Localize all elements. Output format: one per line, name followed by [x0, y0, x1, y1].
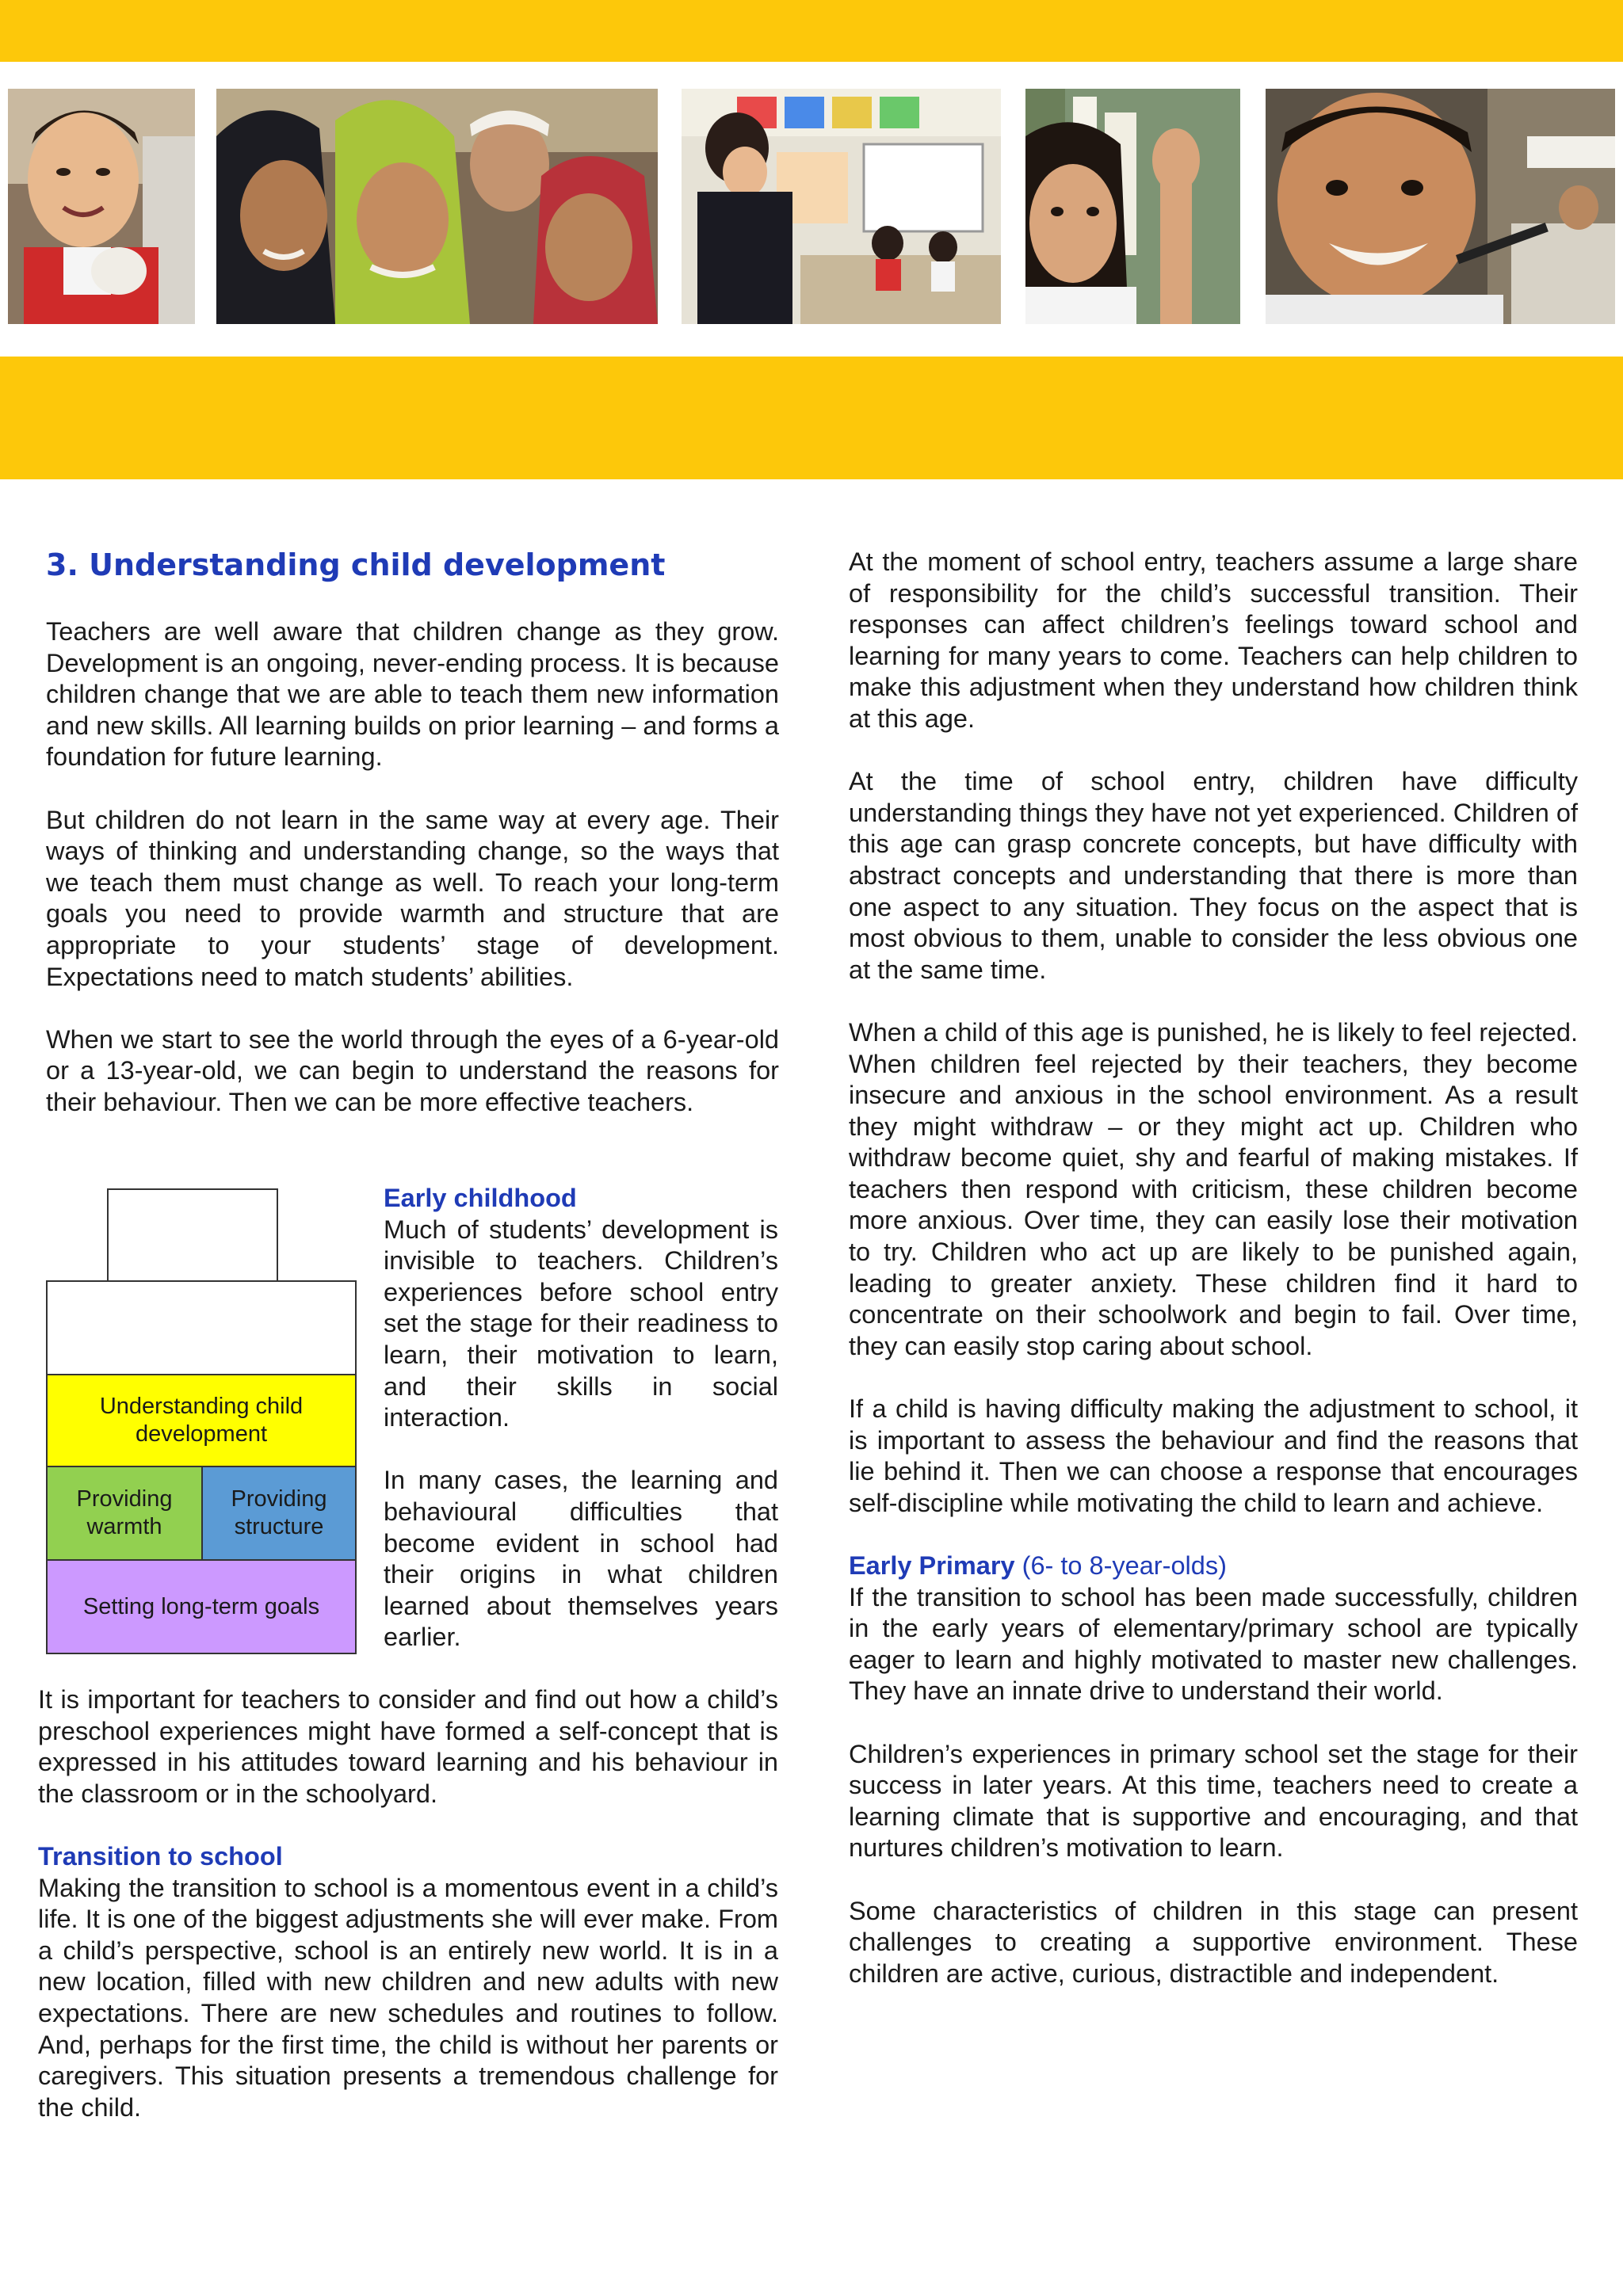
right-paragraph-2: At the time of school entry, children have difficulty understanding things they have not yet experienced. Children of this age can grasp concrete concepts, but have difficulty with abstract concepts and understanding that there is more than one aspect to any situation. They focus on the aspect that is most obvious to them, unable to consider the less obvious one at the same time. [849, 767, 1578, 984]
right-paragraph-1: At the moment of school entry, teachers assume a large share of responsibility for the child’s successful transition. Their responses can affect children’s feelings toward school and learning for many years to come. Teachers can help children to make this adjustment when they understand how children think at this age. [849, 547, 1578, 733]
pyramid-upper-block [46, 1280, 357, 1375]
early-childhood-paragraph-2: In many cases, the learning and behavioural difficulties that become evident in school had their origins in what children learned about themselves years earlier. [384, 1466, 778, 1652]
early-primary-heading: Early Primary [849, 1551, 1015, 1580]
pyramid-goals-block: Setting long-term goals [46, 1559, 357, 1654]
photo-boy-drinking [8, 89, 195, 324]
title-banner [0, 357, 1623, 479]
left-lower-section [38, 1684, 778, 2155]
pyramid-top-block [107, 1188, 278, 1282]
early-childhood-section [384, 1183, 778, 1685]
left-paragraph-1: Teachers are well aware that children change as they grow. Development is an ongoing, never-ending process. It is because children change that we are able to teach them new information and new skills. All learning builds on prior learning – and forms a foundation for future learning. [46, 617, 779, 772]
right-column [849, 547, 1578, 2021]
pyramid-warmth-block: Providing warmth [46, 1466, 203, 1561]
development-pyramid [46, 1188, 357, 1654]
right-paragraph-6: Some characteristics of children in this stage can present challenges to creating a supportive environment. These children are active, curious, distractible and independent. [849, 1896, 1578, 1988]
early-primary-heading-line [849, 1550, 1578, 1582]
transition-paragraph: Making the transition to school is a momentous event in a child’s life. It is one of the biggest adjustments she will ever make. From a child’s perspective, school is an entirely new world. It is in a new location, filled with new children and new adults with new expectations. There are new schedules and routines to follow. And, perhaps for the first time, the child is without her parents or caregivers. This situation presents a tremendous challenge for the child. [38, 1873, 778, 2122]
early-childhood-paragraph-1: Much of students’ development is invisible to teachers. Children’s experiences before school entry set the stage for their readiness to learn, their motivation to learn, and their skills in social interaction. [384, 1215, 778, 1432]
pyramid-structure-block: Providing structure [201, 1466, 357, 1561]
section-title: 3. Understanding child development [46, 547, 666, 582]
photo-classroom-teacher [682, 89, 1001, 324]
left-paragraph-4: It is important for teachers to consider and find out how a child’s preschool experiences might have formed a self-concept that is expressed in his attitudes toward learning and his behaviour in the classroom or in the schoolyard. [38, 1685, 778, 1808]
left-column [46, 547, 779, 1150]
early-primary-paragraph: If the transition to school has been made successfully, children in the early years of elementary/primary school are typically eager to learn and highly motivated to master new challenges. They have an innate drive to understand their world. [849, 1582, 1578, 1706]
early-primary-age-note: (6- to 8-year-olds) [1014, 1551, 1227, 1580]
right-paragraph-3: When a child of this age is punished, he is likely to feel rejected. When children feel rejected by their teachers, they become insecure and anxious in the school environment. As a result they might withdraw – or they might act up. Children who withdraw become quiet, shy and fearful of making mistakes. If teachers then respond with criticism, these children become more anxious. Over time, they can easily lose their motivation to try. Children who act up are likely to be punished again, leading to greater anxiety. These children find it hard to concentrate on their schoolwork and begin to fail. Over time, they can easily stop caring about school. [849, 1017, 1578, 1360]
early-childhood-heading: Early childhood [384, 1184, 577, 1212]
photo-girls-headscarves [216, 89, 658, 324]
photo-girl-writing [1025, 89, 1240, 324]
top-banner [0, 0, 1623, 62]
photo-smiling-boy [1266, 89, 1615, 324]
pyramid-understanding-block: Understanding child development [46, 1374, 357, 1467]
right-paragraph-5: Children’s experiences in primary school set the stage for their success in later years. At this time, teachers need to create a learning climate that is supportive and encouraging, and that nurtures children’s motivation to learn. [849, 1739, 1578, 1863]
transition-heading: Transition to school [38, 1841, 283, 1871]
right-paragraph-4: If a child is having difficulty making the adjustment to school, it is important to assess the behaviour and find the reasons that lie behind it. Then we can choose a response that encourages self-discipline while motivating the child to learn and achieve. [849, 1394, 1578, 1517]
left-paragraph-2: But children do not learn in the same way at every age. Their ways of thinking and understanding change, so the ways that we teach them must change as well. To reach your long-term goals you need to provide warmth and structure that are appropriate to your students’ stage of development. Expectations need to match students’ abilities. [46, 805, 779, 991]
left-paragraph-3: When we start to see the world through the eyes of a 6-year-old or a 13-year-old, we can begin to understand the reasons for their behaviour. Then we can be more effective teachers. [46, 1024, 779, 1116]
